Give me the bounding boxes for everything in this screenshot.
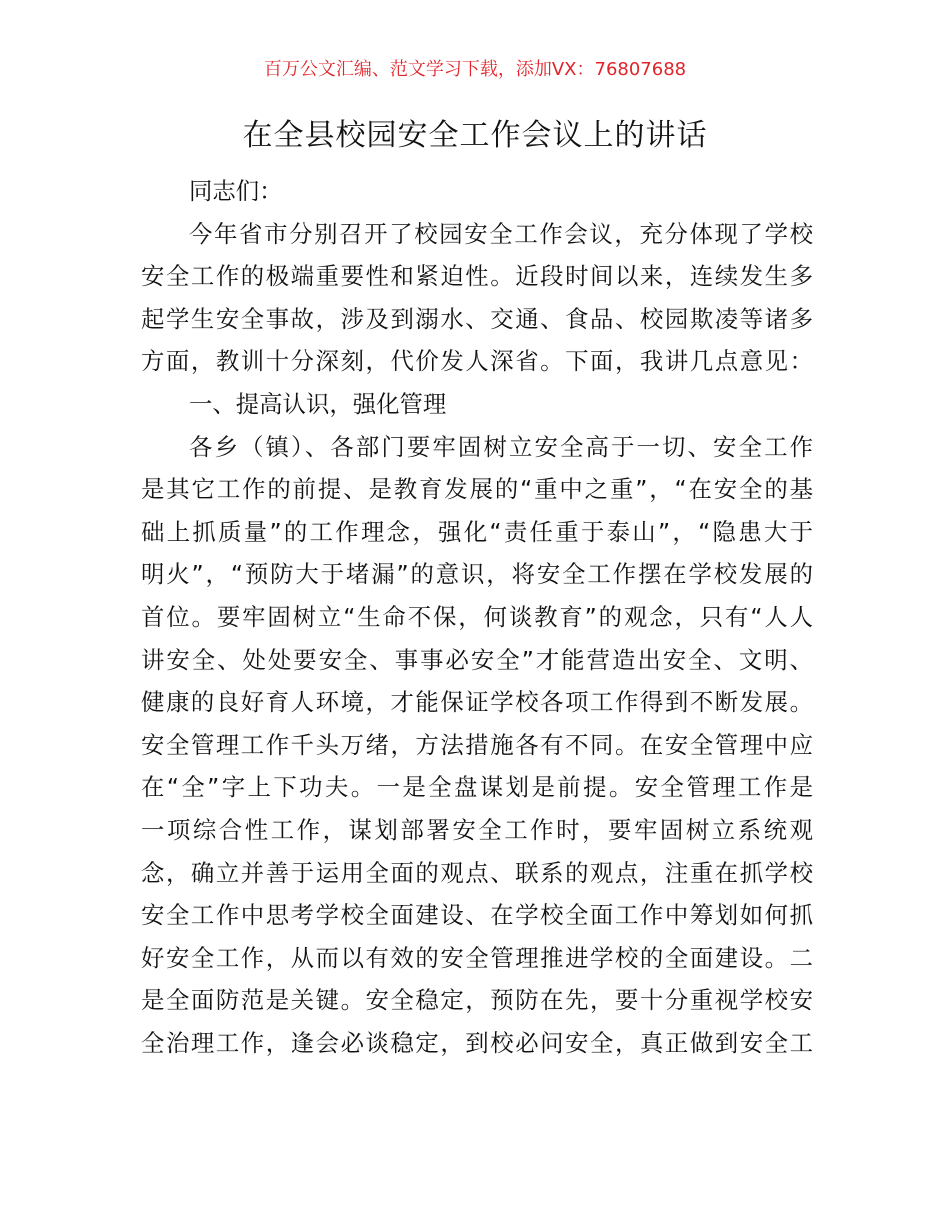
paragraph-line: 是全面防范是关键。安全稳定，预防在先，要十分重视学校安 xyxy=(141,986,813,1015)
paragraph-line: 安全工作中思考学校全面建设、在学校全面工作中筹划如何抓 xyxy=(141,901,813,930)
paragraph-line: 明火”，“预防大于堵漏”的意识，将安全工作摆在学校发展的 xyxy=(141,560,813,589)
watermark-header: 百万公文汇编、范文学习下载，添加VX：76807688 xyxy=(263,59,687,80)
paragraph-line: 讲安全、处处要安全、事事必安全”才能营造出安全、文明、 xyxy=(141,645,813,674)
paragraph-line: 在“全”字上下功夫。一是全盘谋划是前提。安全管理工作是 xyxy=(141,773,813,802)
paragraph-line: 全治理工作，逢会必谈稳定，到校必问安全，真正做到安全工 xyxy=(141,1028,813,1057)
paragraph-line: 是其它工作的前提、是教育发展的“重中之重”，“在安全的基 xyxy=(141,475,813,504)
paragraph-line: 方面，教训十分深刻，代价发人深省。下面，我讲几点意见： xyxy=(141,347,813,376)
paragraph-line: 各乡（镇）、各部门要牢固树立安全高于一切、安全工作 xyxy=(189,432,813,461)
paragraph-line: 首位。要牢固树立“生命不保，何谈教育”的观念，只有“人人 xyxy=(141,602,813,631)
salutation-line: 同志们： xyxy=(189,177,283,205)
section-heading: 一、提高认识，强化管理 xyxy=(189,389,447,418)
paragraph-line: 健康的良好育人环境，才能保证学校各项工作得到不断发展。 xyxy=(141,688,813,717)
paragraph-line: 础上抓质量”的工作理念，强化“责任重于泰山”，“隐患大于 xyxy=(141,517,813,546)
paragraph-line: 安全管理工作千头万绪，方法措施各有不同。在安全管理中应 xyxy=(141,730,813,759)
paragraph-line: 今年省市分别召开了校园安全工作会议，充分体现了学校 xyxy=(189,219,813,248)
paragraph-line: 安全工作的极端重要性和紧迫性。近段时间以来，连续发生多 xyxy=(141,262,813,291)
document-body xyxy=(141,170,813,1064)
paragraph-line: 起学生安全事故，涉及到溺水、交通、食品、校园欺凌等诸多 xyxy=(141,304,813,333)
paragraph-line: 好安全工作，从而以有效的安全管理推进学校的全面建设。二 xyxy=(141,943,813,972)
paragraph-line: 念，确立并善于运用全面的观点、联系的观点，注重在抓学校 xyxy=(141,858,813,887)
document-title: 在全县校园安全工作会议上的讲话 xyxy=(242,118,708,153)
paragraph-line: 一项综合性工作，谋划部署安全工作时，要牢固树立系统观 xyxy=(141,815,813,844)
